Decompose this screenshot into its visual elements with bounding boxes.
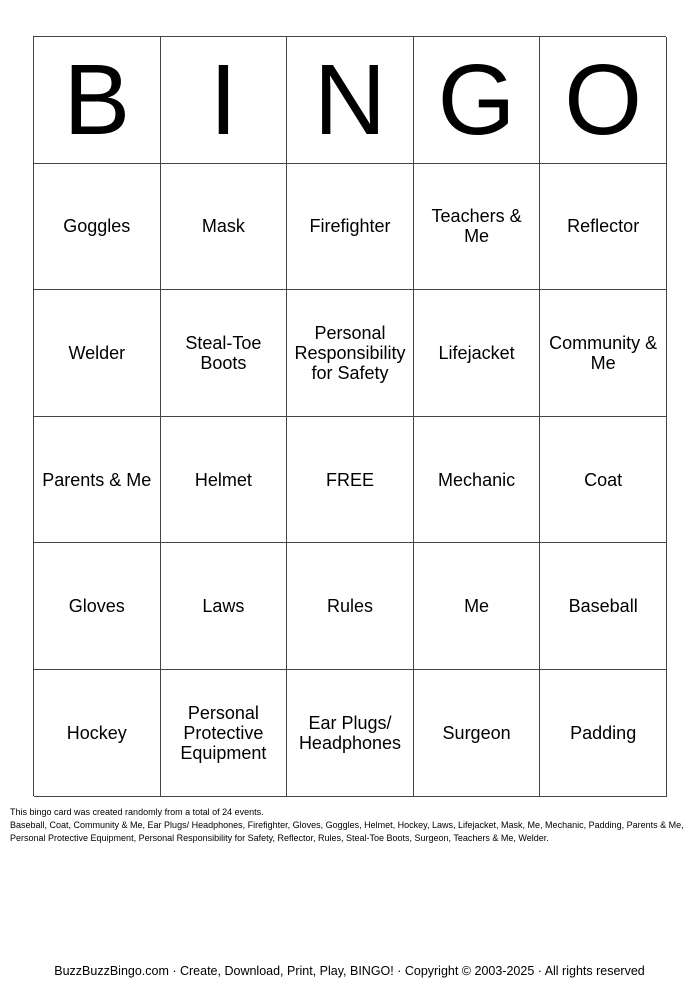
header-letter-i: I <box>161 37 288 164</box>
bingo-cell: Rules <box>287 543 414 670</box>
bingo-cell: Teachers & Me <box>414 164 541 291</box>
bingo-cell: Personal Responsibility for Safety <box>287 290 414 417</box>
bingo-cell: Helmet <box>161 417 288 544</box>
bingo-cell: Goggles <box>34 164 161 291</box>
bingo-cell: Gloves <box>34 543 161 670</box>
bingo-cell: Parents & Me <box>34 417 161 544</box>
bingo-cell: Community & Me <box>540 290 667 417</box>
bingo-card <box>33 36 666 796</box>
bingo-cell: Mask <box>161 164 288 291</box>
bingo-cell: Surgeon <box>414 670 541 797</box>
bingo-cell: Lifejacket <box>414 290 541 417</box>
event-list-note: Baseball, Coat, Community & Me, Ear Plugs/ Headphones, Firefighter, Gloves, Goggles, Helmet, Hockey, Laws, Lifejacket, Mask, Me, Mechanic, Padding, Parents & Me, Personal Protective Equipment, Personal Responsibility for Safety, Reflector, Rules, Steal-Toe Boots, Surgeon, Teachers & Me, Welder. <box>10 820 684 843</box>
bingo-cell: Reflector <box>540 164 667 291</box>
bingo-cell: Firefighter <box>287 164 414 291</box>
bingo-cell: Hockey <box>34 670 161 797</box>
bingo-cell: Padding <box>540 670 667 797</box>
page-footer: BuzzBuzzBingo.com · Create, Download, Print, Play, BINGO! · Copyright © 2003-2025 · All rights reserved <box>54 964 645 978</box>
card-creation-note: This bingo card was created randomly from a total of 24 events. <box>10 807 264 817</box>
bingo-cell: Laws <box>161 543 288 670</box>
bingo-cell: Baseball <box>540 543 667 670</box>
header-letter-g: G <box>414 37 541 164</box>
bingo-cell: Steal-Toe Boots <box>161 290 288 417</box>
bingo-cell: Welder <box>34 290 161 417</box>
header-letter-o: O <box>540 37 667 164</box>
bingo-cell: Mechanic <box>414 417 541 544</box>
header-letter-n: N <box>287 37 414 164</box>
free-space-cell: FREE <box>287 417 414 544</box>
bingo-cell: Me <box>414 543 541 670</box>
bingo-cell: Coat <box>540 417 667 544</box>
header-letter-b: B <box>34 37 161 164</box>
bingo-cell: Personal Protective Equipment <box>161 670 288 797</box>
bingo-cell: Ear Plugs/ Headphones <box>287 670 414 797</box>
